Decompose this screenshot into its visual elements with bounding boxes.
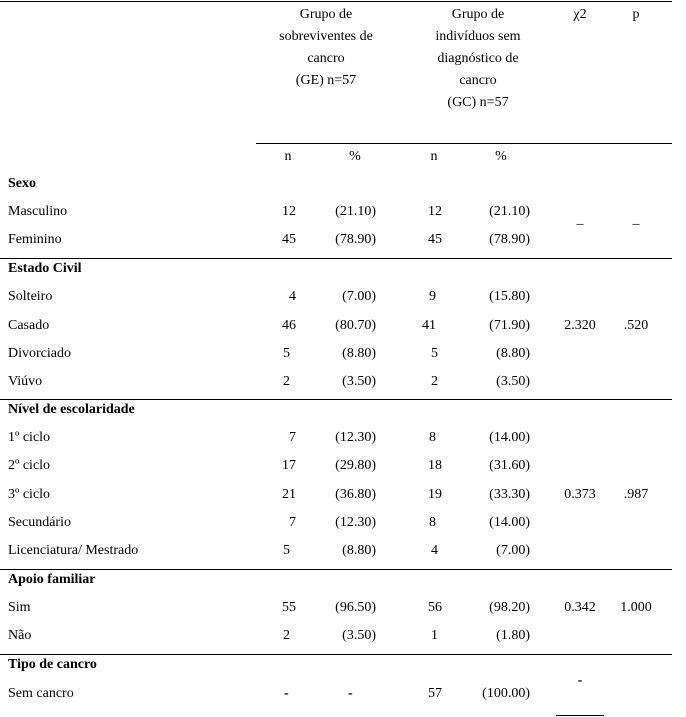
header-gc-line: cancro <box>459 73 497 88</box>
row-gc-n: 12 <box>428 204 442 219</box>
row-ge-n: 4 <box>289 289 296 304</box>
header-ge <box>256 4 396 92</box>
row-gc-pct: (14.00) <box>489 515 530 530</box>
section-p: .987 <box>623 487 649 502</box>
row-label: Sim <box>8 600 31 615</box>
row-ge-pct: (12.30) <box>335 430 376 445</box>
row-gc-pct: (1.80) <box>496 628 530 643</box>
section-chi2: 0.373 <box>564 487 596 502</box>
row-label: Viúvo <box>8 374 43 389</box>
row-ge-n: 5 <box>283 543 290 558</box>
row-label: 2º ciclo <box>8 458 51 473</box>
row-gc-n: 57 <box>428 686 442 701</box>
header-p: p <box>632 7 640 22</box>
row-ge-pct: (36.80) <box>335 487 376 502</box>
row-ge-pct: (3.50) <box>342 374 376 389</box>
row-gc-pct: (31.60) <box>489 458 530 473</box>
header-sub-rule <box>256 143 672 144</box>
row-ge-pct: (12.30) <box>335 515 376 530</box>
row-ge-pct: - <box>348 686 353 701</box>
chi2-underline <box>556 715 604 716</box>
row-label: Divorciado <box>8 346 71 361</box>
row-ge-pct: (78.90) <box>335 232 376 247</box>
section-title-estado-civil: Estado Civil <box>8 261 82 276</box>
row-gc-pct: (78.90) <box>489 232 530 247</box>
row-label: Feminino <box>8 232 62 247</box>
row-ge-n: 2 <box>283 628 290 643</box>
row-ge-n: 17 <box>282 458 296 473</box>
row-ge-pct: (8.80) <box>342 543 376 558</box>
row-ge-n: 5 <box>283 346 290 361</box>
subheader-ge-pct: % <box>349 149 361 164</box>
section-title-escolaridade: Nível de escolaridade <box>8 402 135 417</box>
row-gc-n: 4 <box>431 543 438 558</box>
subheader-gc-pct: % <box>495 149 507 164</box>
header-chi2: χ2 <box>573 7 587 22</box>
row-ge-n: 7 <box>289 430 296 445</box>
row-gc-pct: (100.00) <box>482 686 530 701</box>
section-title-apoio-familiar: Apoio familiar <box>8 572 96 587</box>
header-gc-line: (GC) n=57 <box>447 95 509 110</box>
row-ge-n: 2 <box>283 374 290 389</box>
section-chi2: 2.320 <box>564 318 596 333</box>
row-ge-n: 46 <box>282 318 296 333</box>
header-ge-line: sobreviventes de <box>279 29 373 44</box>
row-gc-pct: (8.80) <box>496 346 530 361</box>
row-ge-n: 21 <box>282 487 296 502</box>
section-chi2: - <box>577 673 583 688</box>
table-top-rule <box>0 1 672 2</box>
header-gc-line: Grupo de <box>451 7 505 22</box>
row-gc-n: 1 <box>431 628 438 643</box>
header-gc <box>408 4 548 114</box>
row-label: Sem cancro <box>8 686 74 701</box>
section-p: 1.000 <box>620 600 652 615</box>
section-rule <box>0 258 672 259</box>
row-label: Licenciatura/ Mestrado <box>8 543 139 558</box>
header-ge-line: cancro <box>307 51 345 66</box>
subheader-gc-n: n <box>430 149 438 164</box>
row-gc-n: 45 <box>428 232 442 247</box>
row-ge-pct: (21.10) <box>335 204 376 219</box>
row-gc-n: 19 <box>428 487 442 502</box>
section-rule <box>0 569 672 570</box>
row-label: Secundário <box>8 515 71 530</box>
row-ge-n: 7 <box>289 515 296 530</box>
row-gc-pct: (98.20) <box>489 600 530 615</box>
row-gc-pct: (3.50) <box>496 374 530 389</box>
row-gc-pct: (7.00) <box>496 543 530 558</box>
header-ge-line: (GE) n=57 <box>295 73 357 88</box>
row-ge-pct: (8.80) <box>342 346 376 361</box>
subheader-ge-n: n <box>284 149 292 164</box>
row-gc-pct: (21.10) <box>489 204 530 219</box>
row-ge-n: 12 <box>282 204 296 219</box>
row-ge-pct: (80.70) <box>335 318 376 333</box>
row-gc-n: 18 <box>428 458 442 473</box>
row-gc-n: 2 <box>431 374 438 389</box>
section-chi2: 0.342 <box>564 600 596 615</box>
row-ge-pct: (96.50) <box>335 600 376 615</box>
row-ge-pct: (3.50) <box>342 628 376 643</box>
section-title-tipo-cancro: Tipo de cancro <box>8 657 97 672</box>
row-gc-n: 9 <box>429 289 436 304</box>
row-gc-pct: (33.30) <box>489 487 530 502</box>
row-label: Solteiro <box>8 289 53 304</box>
row-gc-n: 41 <box>422 318 436 333</box>
row-ge-pct: (7.00) <box>342 289 376 304</box>
header-gc-line: diagnóstico de <box>437 51 519 66</box>
row-label: Não <box>8 628 32 643</box>
row-label: Masculino <box>8 204 68 219</box>
row-gc-pct: (14.00) <box>489 430 530 445</box>
row-gc-pct: (15.80) <box>489 289 530 304</box>
row-gc-n: 8 <box>429 430 436 445</box>
row-label: 1º ciclo <box>8 430 51 445</box>
row-label: Casado <box>8 318 50 333</box>
section-p: .520 <box>623 318 649 333</box>
section-rule <box>0 654 672 655</box>
row-ge-n: 55 <box>282 600 296 615</box>
header-ge-line: Grupo de <box>299 7 353 22</box>
row-label: 3º ciclo <box>8 487 51 502</box>
row-gc-n: 56 <box>428 600 442 615</box>
section-chi2: _ <box>576 212 584 227</box>
section-title-sexo: Sexo <box>8 176 36 191</box>
header-gc-line: indivíduos sem <box>435 29 521 44</box>
row-ge-n: - <box>284 686 289 701</box>
row-gc-n: 5 <box>431 346 438 361</box>
row-ge-pct: (29.80) <box>335 458 376 473</box>
row-ge-n: 45 <box>282 232 296 247</box>
section-p: _ <box>632 212 640 227</box>
row-gc-pct: (71.90) <box>489 318 530 333</box>
section-rule <box>0 399 672 400</box>
row-gc-n: 8 <box>429 515 436 530</box>
